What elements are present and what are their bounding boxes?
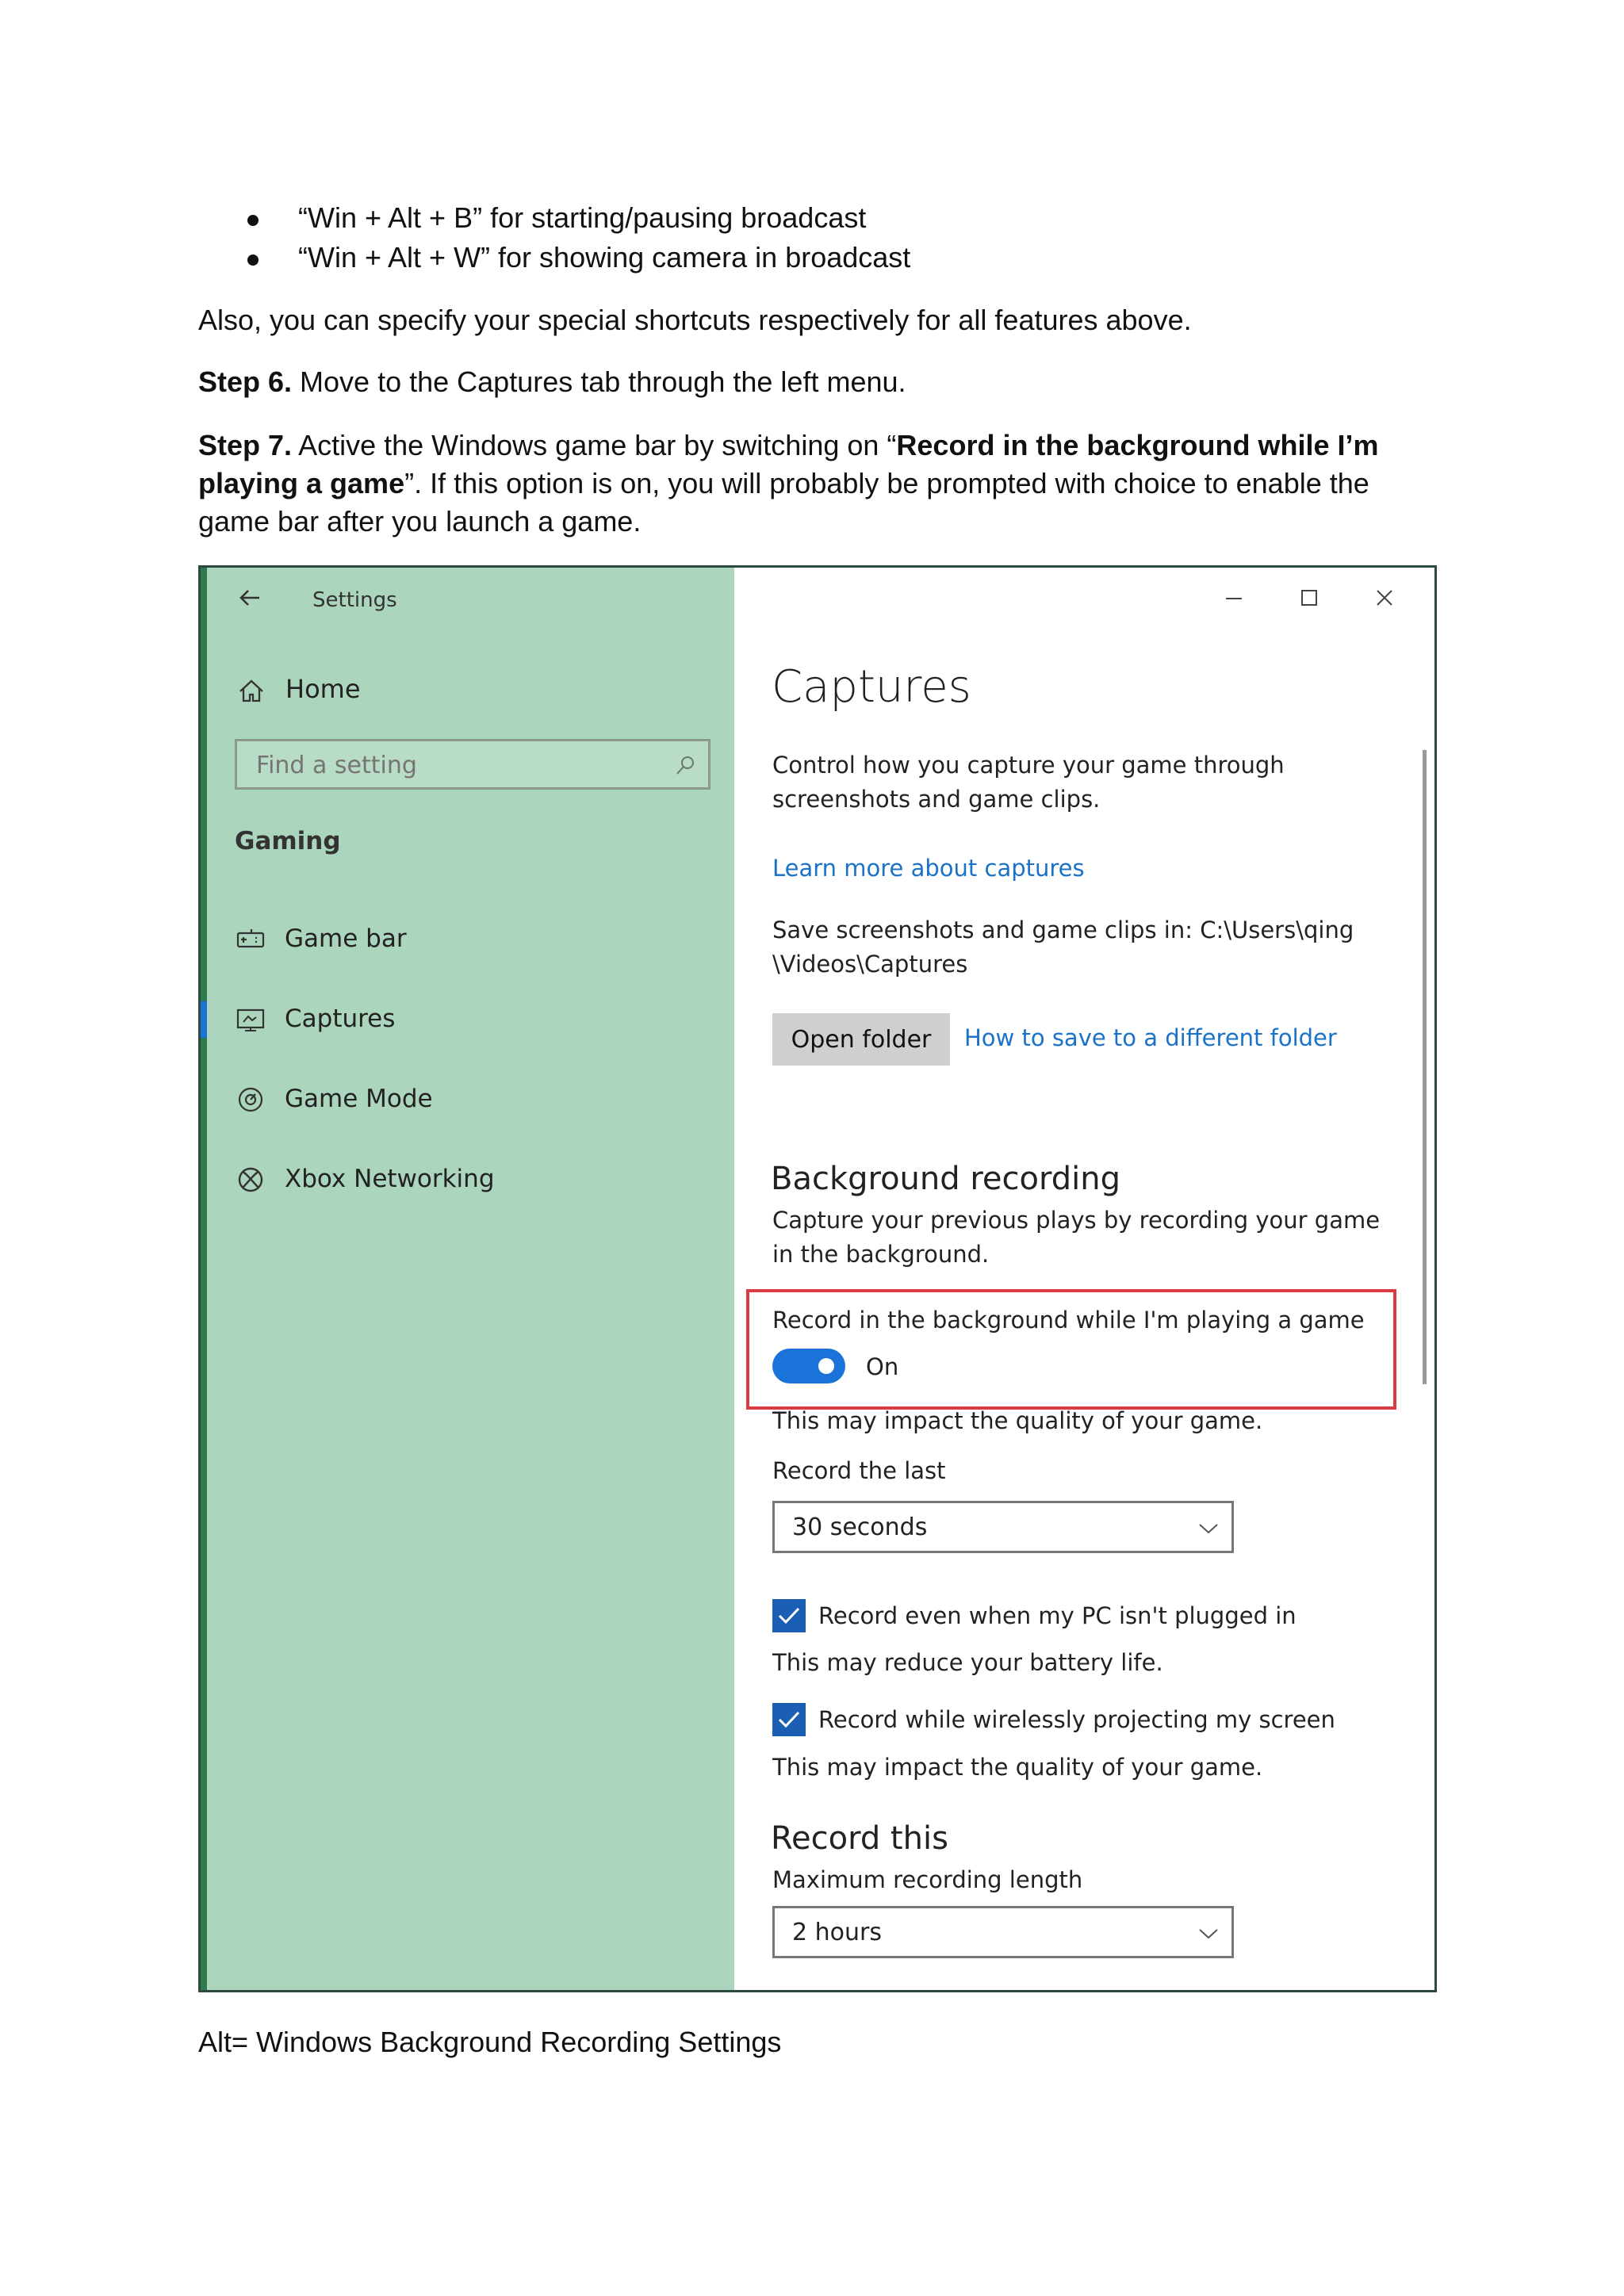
record-last-dropdown[interactable] <box>772 1501 1234 1553</box>
battery-note: This may reduce your battery life. <box>772 1649 1163 1676</box>
record-background-label: Record in the background while I'm playing a game <box>772 1307 1365 1334</box>
sidebar-item-xbox-networking[interactable] <box>207 1152 734 1207</box>
battery-checkbox[interactable] <box>772 1599 806 1632</box>
chevron-down-icon <box>1197 1923 1220 1944</box>
close-icon[interactable] <box>1369 582 1400 614</box>
game-mode-icon <box>236 1085 266 1115</box>
page-title: Captures <box>772 661 971 713</box>
open-folder-button[interactable]: Open folder <box>772 1013 950 1066</box>
max-length-dropdown[interactable] <box>772 1906 1234 1958</box>
step7-label: Step 7. <box>198 429 293 461</box>
record-last-label: Record the last <box>772 1457 946 1484</box>
paragraph-step6 <box>198 363 1443 401</box>
paragraph-step7 <box>198 427 1443 541</box>
home-link[interactable]: Home <box>285 674 361 704</box>
dropdown-value: 2 hours <box>792 1919 882 1946</box>
step7-bold-option: Record in the background while I’m playing a game <box>198 429 1379 499</box>
how-to-save-link[interactable]: How to save to a different folder <box>964 1024 1337 1051</box>
battery-checkbox-label: Record even when my PC isn't plugged in <box>818 1602 1297 1629</box>
list-item: “Win + Alt + B” for starting/pausing broadcast <box>238 198 910 238</box>
sidebar-item-game-bar[interactable] <box>207 912 734 967</box>
toggle-knob <box>818 1358 834 1374</box>
background-recording-description: Capture your previous plays by recording your game in the background. <box>772 1207 1381 1268</box>
settings-screenshot <box>198 565 1437 1992</box>
selection-indicator <box>201 1001 207 1038</box>
sidebar-item-game-mode[interactable] <box>207 1072 734 1127</box>
learn-more-link[interactable]: Learn more about captures <box>772 855 1085 882</box>
search-icon[interactable] <box>673 754 697 778</box>
sidebar-item-label: Xbox Networking <box>285 1165 495 1193</box>
save-path-text: Save screenshots and game clips in: C:\Users\qing \Videos\Captures <box>772 916 1354 978</box>
section-heading-gaming: Gaming <box>235 827 341 855</box>
list-item: “Win + Alt + W” for showing camera in broadcast <box>238 238 910 277</box>
chevron-down-icon <box>1197 1518 1220 1539</box>
page-description: Control how you capture your game through screenshots and game clips. <box>772 752 1285 813</box>
captures-icon <box>236 1004 266 1035</box>
xbox-icon <box>236 1165 266 1195</box>
impact-note: This may impact the quality of your game. <box>772 1407 1263 1434</box>
shortcut-list <box>238 198 910 277</box>
bullet-icon <box>247 254 259 266</box>
wireless-checkbox[interactable] <box>772 1703 806 1736</box>
dropdown-value: 30 seconds <box>792 1513 928 1541</box>
scrollbar[interactable] <box>1423 750 1427 1384</box>
captures-panel <box>734 568 1434 1990</box>
sidebar-item-label: Captures <box>285 1004 396 1033</box>
sidebar-item-label: Game Mode <box>285 1085 433 1113</box>
background-recording-heading: Background recording <box>771 1161 1120 1197</box>
bullet-icon <box>247 215 259 226</box>
record-this-heading: Record this <box>771 1820 948 1857</box>
wireless-checkbox-label: Record while wirelessly projecting my screen <box>818 1706 1335 1733</box>
search-input[interactable] <box>255 751 654 780</box>
back-arrow-icon[interactable] <box>234 582 266 614</box>
toggle-state-label: On <box>866 1353 899 1380</box>
maximize-icon[interactable] <box>1293 582 1325 614</box>
image-caption: Alt= Windows Background Recording Settings <box>198 2026 782 2058</box>
sidebar-item-captures[interactable] <box>207 992 734 1047</box>
step7-text-a: Active the Windows game bar by switching on “ <box>292 429 897 461</box>
settings-sidebar <box>201 568 734 1990</box>
game-bar-icon <box>236 924 266 955</box>
search-box <box>235 739 710 790</box>
window-title: Settings <box>312 588 397 612</box>
paragraph-shortcuts: Also, you can specify your special shortcuts respectively for all features above. <box>198 304 1192 336</box>
record-background-toggle[interactable] <box>772 1349 845 1383</box>
step6-text: Move to the Captures tab through the left menu. <box>292 365 906 398</box>
step7-text-b: ”. If this option is on, you will probably be prompted with choice to enable the game bar after you launch a game. <box>198 467 1369 538</box>
minimize-icon[interactable] <box>1218 582 1250 614</box>
home-icon <box>236 675 267 707</box>
sidebar-item-label: Game bar <box>285 924 407 953</box>
step6-label: Step 6. <box>198 365 293 398</box>
max-length-label: Maximum recording length <box>772 1866 1083 1893</box>
wireless-note: This may impact the quality of your game. <box>772 1754 1263 1781</box>
